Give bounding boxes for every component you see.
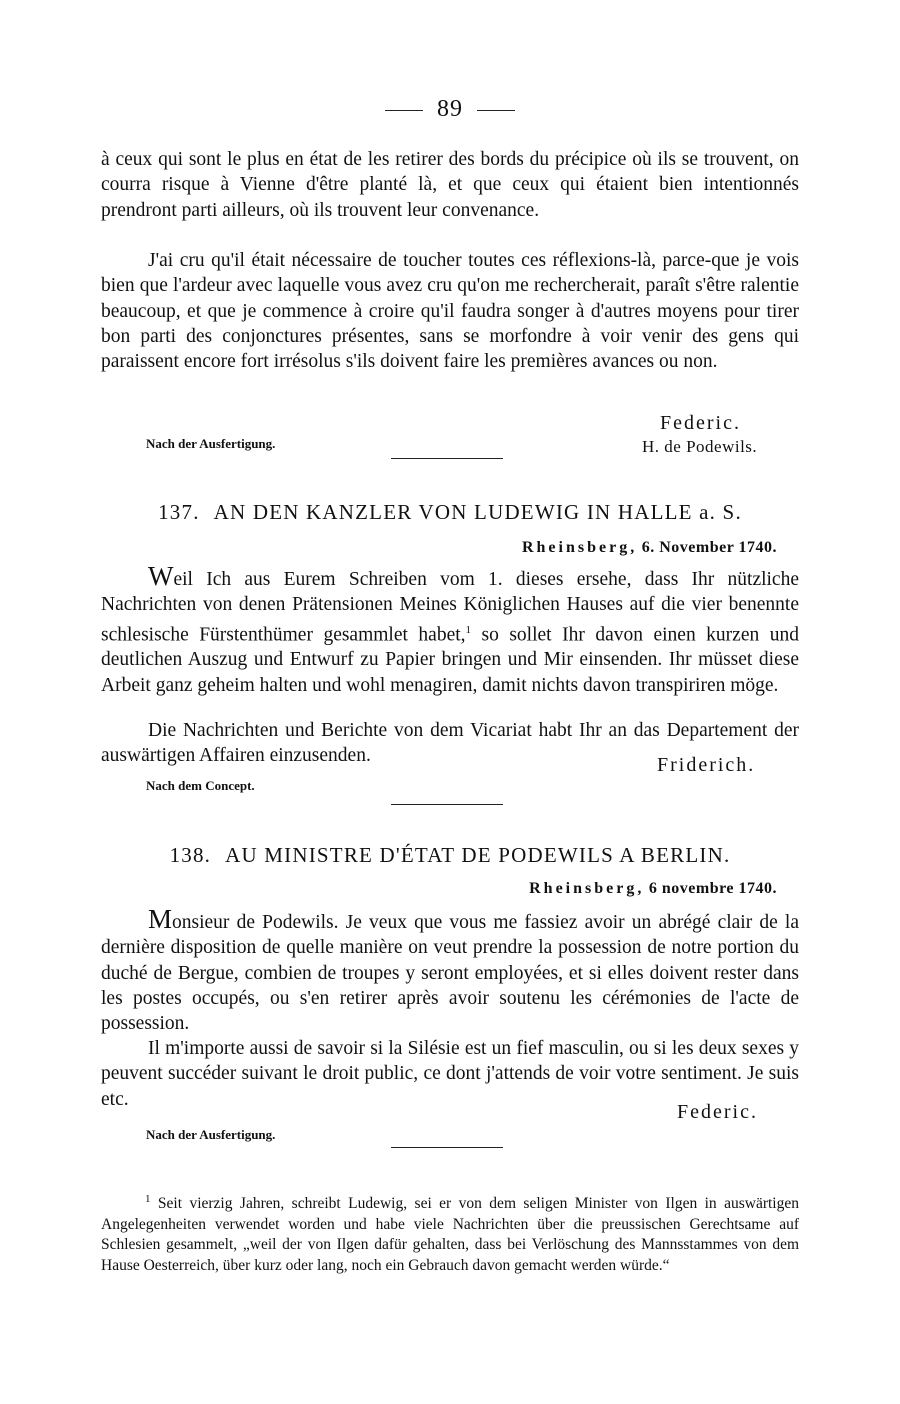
footnote-text: Seit vierzig Jahren, schreibt Ludewig, sei er von dem seligen Minister von Ilgen in auswärtigen Angelegenheiten verwendet worden und habe viele Nachrichten über die preussischen Gerechtsame auf Schlesien gesammelt, „weil der von Ilgen dafür gehalten, dass bei Verlöschung des Mannsstammes von dem Hause Oesterreich, über kurz oder lang, noch ein Gebrauch davon gemacht werden würde.“	[101, 1195, 799, 1274]
letter-138-paragraph-1	[101, 904, 799, 1036]
continuation-paragraph-2: J'ai cru qu'il était nécessaire de toucher toutes ces réflexions-là, parce-que je vois bien que l'ardeur avec laquelle vous avez cru qu'on me rechercherait, paraît s'être ralentie beaucoup, et que je commence à croire qu'il faudra songer à d'autres moyens pour tirer bon parti des conjonctures présentes, sans se morfondre à voir venir des gens qui paraissent encore fort irrésolus s'ils doivent faire les premières avances ou non.	[101, 250, 799, 373]
signature-friderich: Friderich.	[657, 754, 756, 776]
footnote-reference[interactable]: 1	[465, 623, 472, 636]
footnote-mark: 1	[145, 1193, 151, 1205]
letter-138-title: AU MINISTRE D'ÉTAT DE PODEWILS A BERLIN.	[225, 843, 731, 867]
letter-137-paragraph-1	[101, 561, 799, 698]
letter-137-heading	[0, 500, 900, 525]
source-note-138: Nach der Ausfertigung.	[146, 1127, 276, 1142]
letter-138-date: 6 novembre 1740.	[648, 880, 777, 897]
letter-138-number: 138.	[169, 843, 212, 867]
letter-137-dropcap: W	[148, 561, 174, 591]
section-divider-2	[391, 804, 503, 805]
letter-137-para1-rest: so sollet Ihr davon einen kurzen und deutlichen Auszug und Entwurf zu Papier bringen und Mir einsenden. Ihr müsset diese Arbeit ganz geheim halten und wohl menagiren, damit nichts davon transpiriren möge.	[101, 624, 799, 696]
header-dash-right	[477, 110, 515, 111]
page-number: 89	[437, 96, 463, 122]
footnote	[101, 1189, 799, 1277]
countersignature: H. de Podewils.	[642, 437, 758, 456]
section-divider-1	[391, 458, 503, 459]
letter-137-para1-text: eil Ich aus Eurem Schreiben vom 1. dieses ersehe, dass Ihr nützliche Nachrichten von denen Prätensionen Meines Königlichen Hauses auf die vier benennte schlesische Fürstenthümer gesammlet habet,	[101, 569, 799, 646]
letter-138-heading	[0, 843, 900, 868]
signature-federic-1: Federic.	[660, 412, 741, 434]
page-header	[0, 96, 900, 123]
letter-137-date: 6. November 1740.	[641, 539, 777, 556]
letter-138-place: Rheinsberg,	[529, 880, 645, 897]
letter-138-paragraph-2: Il m'importe aussi de savoir si la Silésie est un fief masculin, ou si les deux sexes y peuvent succéder suivant le droit public, ce dont j'attends de voir votre sentiment. Je suis etc.	[101, 1038, 799, 1110]
letter-137-number: 137.	[158, 500, 200, 524]
letter-137-title: AN DEN KANZLER VON LUDEWIG IN HALLE a. S.	[213, 500, 742, 524]
source-note-1: Nach der Ausfertigung.	[146, 436, 276, 451]
continuation-paragraph-1: à ceux qui sont le plus en état de les retirer des bords du précipice où ils se trouvent, on courra risque à Vienne d'être planté là, et que ceux qui étaient bien intentionnés prendront parti ailleurs, où ils trouvent leur convenance.	[101, 149, 799, 221]
letter-137-place: Rheinsberg,	[521, 539, 638, 556]
section-divider-3	[391, 1147, 503, 1148]
letter-137-dateline	[522, 539, 777, 557]
letter-138-para1-text: onsieur de Podewils. Je veux que vous me fassiez avoir un abrégé clair de la dernière disposition de quelle manière on veut prendre la possession de notre portion du duché de Bergue, combien de troupes y seront employées, et si elles doivent rester dans les postes occupés, ou s'en retirer après avoir soutenu les cérémonies de l'acte de possession.	[101, 912, 799, 1035]
letter-138-dropcap: M	[148, 904, 173, 934]
header-dash-left	[385, 110, 423, 111]
letter-137-paragraph-2: Die Nachrichten und Berichte von dem Vicariat habt Ihr an das Departement der auswärtigen Affairen einzusenden.	[101, 720, 799, 767]
source-note-137: Nach dem Concept.	[146, 778, 255, 793]
letter-138-dateline	[529, 880, 777, 898]
signature-federic-2: Federic.	[677, 1101, 758, 1123]
